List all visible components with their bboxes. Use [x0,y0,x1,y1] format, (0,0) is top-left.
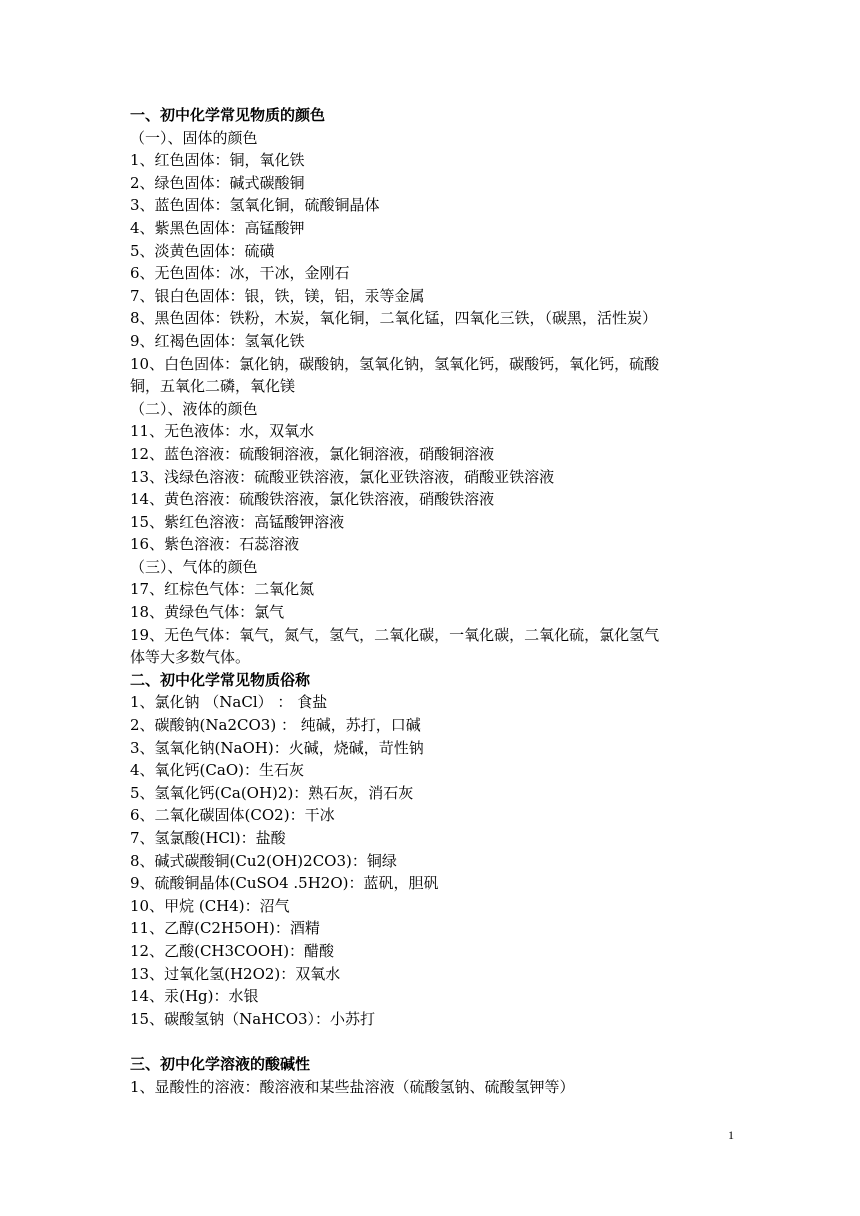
text-line: 1、显酸性的溶液：酸溶液和某些盐溶液（硫酸氢钠、硫酸氢钾等） [130,1077,575,1096]
text-line: 4、氧化钙(CaO)：生石灰 [130,761,304,780]
text-line: 铜，五氧化二磷，氧化镁 [130,377,296,396]
text-line: 13、浅绿色溶液：硫酸亚铁溶液，氯化亚铁溶液，硝酸亚铁溶液 [130,467,555,486]
page-number: 1 [728,1128,734,1142]
text-line: 7、银白色固体：银，铁，镁，铝，汞等金属 [130,286,425,305]
text-line: 2、绿色固体：碱式碳酸铜 [130,173,305,192]
text-line: 6、二氧化碳固体(CO2)：干冰 [130,806,335,825]
text-line: 8、碱式碳酸铜(Cu2(OH)2CO3)：铜绿 [130,851,397,870]
text-line: （三）、气体的颜色 [130,557,258,576]
text-line: 12、乙酸(CH3COOH)：醋酸 [130,941,335,960]
document-page [130,104,740,1098]
text-line: 2、碳酸钠(Na2CO3) ： 纯碱，苏打，口碱 [130,716,421,735]
text-line: 7、氢氯酸(HCl)：盐酸 [130,829,286,847]
text-line: 18、黄绿色气体：氯气 [130,603,285,622]
text-line: 5、氢氧化钙(Ca(OH)2)：熟石灰，消石灰 [130,783,414,802]
text-line: （一）、固体的颜色 [130,128,258,147]
text-line: （二）、液体的颜色 [130,399,258,418]
text-line: 17、红棕色气体：二氧化氮 [130,580,315,599]
text-line: 3、氢氧化钠(NaOH)：火碱，烧碱，苛性钠 [130,738,424,757]
text-line: 14、汞(Hg)：水银 [130,987,259,1006]
text-line: 11、乙醇(C2H5OH)：酒精 [130,919,320,938]
text-line: 5、淡黄色固体：硫磺 [130,241,275,260]
text-line: 14、黄色溶液：硫酸铁溶液，氯化铁溶液，硝酸铁溶液 [130,490,495,509]
text-line: 3、蓝色固体：氢氧化铜，硫酸铜晶体 [130,196,380,215]
text-line: 8、黑色固体：铁粉，木炭，氧化铜，二氧化锰，四氧化三铁，（碳黑，活性炭） [130,309,658,328]
section-heading: 二、初中化学常见物质俗称 [130,670,311,689]
text-line: 15、紫红色溶液：高锰酸钾溶液 [130,512,345,531]
text-line: 11、无色液体：水，双氧水 [130,422,315,441]
text-line: 13、过氧化氢(H2O2)：双氧水 [130,964,341,983]
text-line: 15、碳酸氢钠（NaHCO3）：小苏打 [130,1009,376,1028]
text-line: 4、紫黑色固体：高锰酸钾 [130,218,305,237]
text-line: 9、红褐色固体：氢氧化铁 [130,331,305,350]
text-line: 1、氯化钠 （NaCl） ： 食盐 [130,693,328,712]
text-line: 16、紫色溶液：石蕊溶液 [130,535,300,554]
text-line: 1、红色固体：铜，氧化铁 [130,151,305,170]
text-line: 6、无色固体：冰，干冰，金刚石 [130,264,350,283]
section-heading: 一、初中化学常见物质的颜色 [130,106,326,124]
text-line: 体等大多数气体。 [130,648,251,667]
section-heading: 三、初中化学溶液的酸碱性 [130,1054,311,1073]
text-line: 9、硫酸铜晶体(CuSO4 .5H2O)：蓝矾，胆矾 [130,874,439,893]
text-line: 10、白色固体：氯化钠，碳酸钠，氢氧化钠，氢氧化钙，碳酸钙，氧化钙，硫酸 [130,354,660,373]
text-line: 19、无色气体：氧气，氮气，氢气，二氧化碳，一氧化碳，二氧化硫，氯化氢气 [130,625,660,644]
text-line: 12、蓝色溶液：硫酸铜溶液，氯化铜溶液，硝酸铜溶液 [130,444,495,463]
text-line: 10、甲烷 (CH4)：沼气 [130,896,290,915]
blank-line [130,1030,740,1053]
